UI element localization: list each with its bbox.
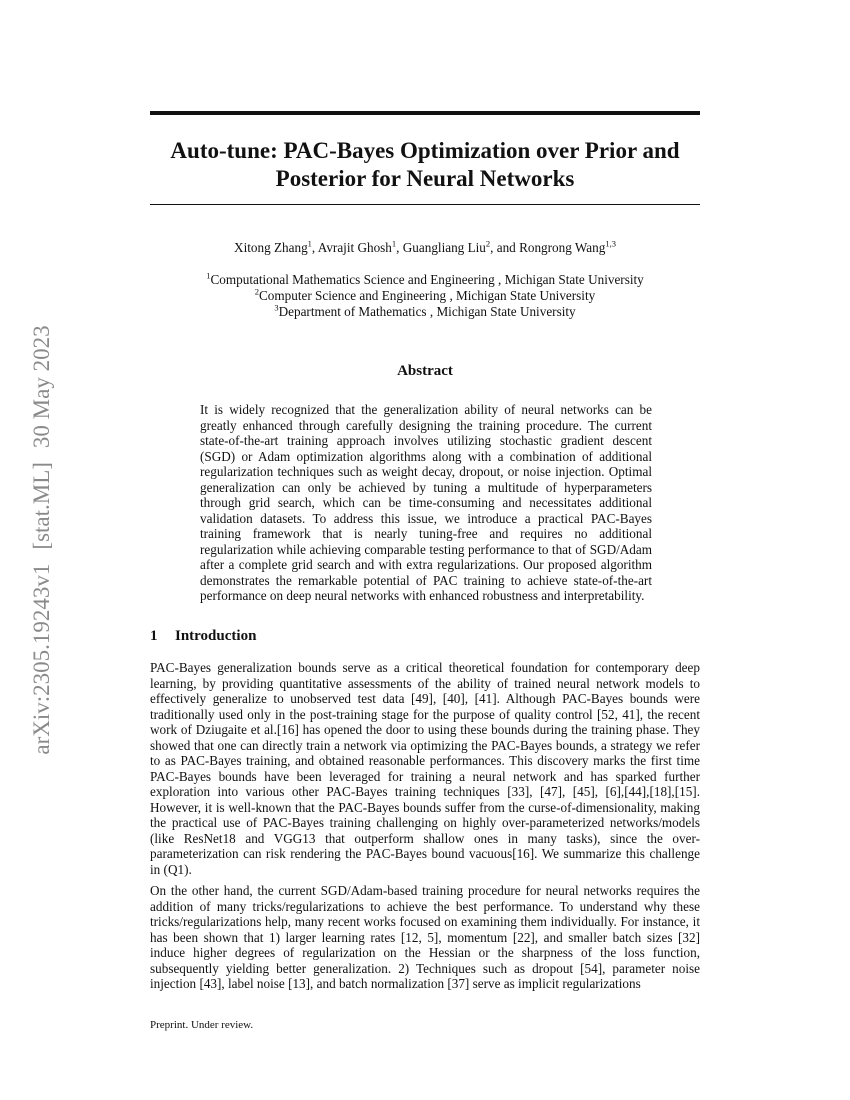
paper-title	[150, 137, 700, 193]
arxiv-sidebar-text	[29, 325, 55, 754]
title-line-2: Posterior for Neural Networks	[275, 166, 575, 191]
author: Guangliang Liu$^2$, and	[402, 238, 520, 255]
author-list	[150, 240, 700, 256]
affiliation-list	[150, 272, 700, 320]
section-number: 1	[150, 628, 158, 644]
paragraph: PAC-Bayes generalization bounds serve as a critical theoretical foundation for contemporary deep learning, by providing quantitative assessments of the ability of trained neural network models to effectively generalize to unobserved test data [49], [40], [41]. Although PAC-Bayes bounds were traditionally used only in the post-training stage for the purpose of quality control [52, 41], the recent work of Dziugaite et al.[16] has opened the door to using these bounds during the training phase. They showed that one can directly train a network via optimizing the PAC-Bayes bounds, a strategy we refer to as PAC-Bayes training, and obtained reasonable performances. This discovery marks the first time PAC-Bayes bounds have been leveraged for training a neural network and has sparked further exploration into various other PAC-Bayes training techniques [33], [47], [45], [6],[44],[18],[15]. However, it is well-known that the PAC-Bayes bounds suffer from the curse-of-dimensionality, making the practical use of PAC-Bayes training challenging on highly over-parameterized networks/models (like ResNet18 and VGG13 that outperform shallow ones in many tasks), since the over-parameterization can risk rendering the PAC-Bayes bound vacuous[16]. We summarize this challenge in (Q1).	[150, 660, 700, 877]
title-bottom-rule	[150, 204, 700, 205]
author: Avrajit Ghosh$^1$,	[317, 238, 403, 255]
preprint-note: Preprint. Under review.	[150, 1019, 254, 1031]
affiliation: $^3$Department of Mathematics , Michigan State University	[274, 302, 576, 319]
author: Xitong Zhang$^1$,	[234, 238, 318, 255]
abstract-body: It is widely recognized that the generalization ability of neural networks can be greatly enhanced through carefully designing the training procedure. The current state-of-the-art training approach involves utilizing stochastic gradient descent (SGD) or Adam optimization algorithms along with a combination of additional regularization techniques such as weight decay, dropout, or noise injection. Optimal generalization can only be achieved by tuning a multitude of hyperparameters through grid search, which can be time-consuming and necessitates additional validation datasets. To address this issue, we introduce a practical PAC-Bayes training framework that is nearly tuning-free and requires no additional regularization while achieving comparable testing performance to that of SGD/Adam after a complete grid search and with extra regularizations. Our proposed algorithm demonstrates the remarkable potential of PAC training to achieve state-of-the-art performance on deep neural networks with enhanced robustness and interpretability.	[200, 402, 652, 603]
section-title: Introduction	[175, 628, 257, 644]
introduction-body	[150, 660, 700, 998]
arxiv-date: 30 May 2023	[29, 325, 54, 449]
author: Rongrong Wang$^{1,3}$	[519, 238, 616, 255]
title-top-rule	[150, 111, 700, 115]
paragraph: On the other hand, the current SGD/Adam-based training procedure for neural networks requires the addition of many tricks/regularizations to achieve the best performance. To understand why these tricks/regularizations help, many recent works focused on examining them individually. For instance, it has been shown that 1) larger learning rates [12, 5], momentum [22], and smaller batch sizes [32] induce higher degrees of regularization on the Hessian or the sharpness of the loss function, subsequently yielding better generalization. 2) Techniques such as dropout [54], parameter noise injection [43], label noise [13], and batch normalization [37] serve as implicit regularizations	[150, 883, 700, 991]
section-heading	[150, 628, 256, 645]
abstract-heading: Abstract	[397, 363, 453, 379]
arxiv-category: [stat.ML]	[29, 462, 54, 550]
arxiv-identifier: arXiv:2305.19243v1	[29, 563, 54, 755]
affiliation: $^2$Computer Science and Engineering , Michigan State University	[254, 286, 596, 303]
affiliation: $^1$Computational Mathematics Science and Engineering , Michigan State University	[206, 270, 644, 287]
title-line-1: Auto-tune: PAC-Bayes Optimization over Prior and	[170, 138, 680, 163]
